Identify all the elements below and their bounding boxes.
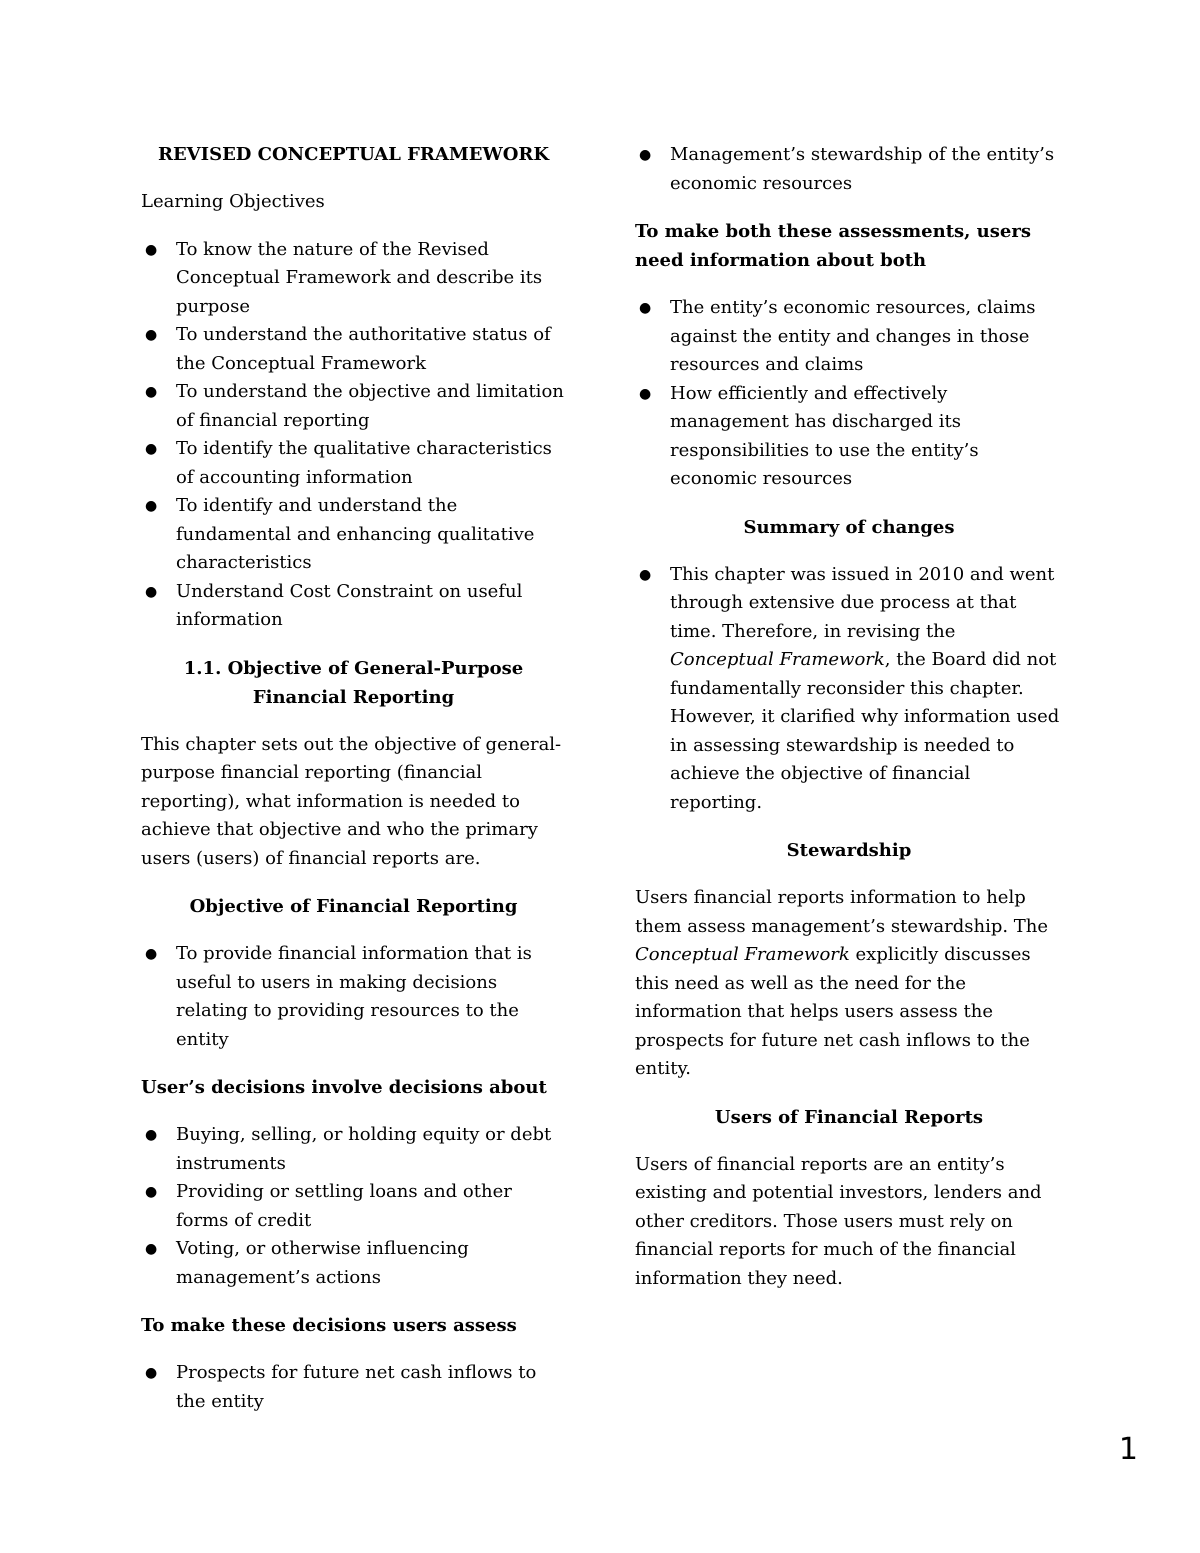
assess-list-continued [635,141,1063,198]
list-item: ● Prospects for future net cash inflows to the entity [141,1359,566,1416]
list-item: ● Management’s stewardship of the entity’s economic resources [635,141,1063,198]
page-title: REVISED CONCEPTUAL FRAMEWORK [158,144,549,165]
list-item: ● Understand Cost Constraint on useful information [141,578,566,635]
left-column [141,141,566,1435]
summary-list [635,561,1063,818]
summary-heading: Summary of changes [743,516,955,538]
list-item: ● To understand the objective and limitation of financial reporting [141,378,566,435]
list-item: ● The entity’s economic resources, claims against the entity and changes in those resources and claims [635,294,1063,380]
users-heading: Users of Financial Reports [714,1106,984,1128]
bullet-icon: ● [145,1241,158,1257]
bullet-icon: ● [145,583,158,600]
section-1-paragraph: This chapter sets out the objective of general-purpose financial reporting (financial reporting), what information is needed to achieve that objective and who the primary users (users) of financial reports are. [141,733,562,869]
bullet-icon: ● [145,946,158,962]
right-column [635,141,1063,1312]
page-number: 1 [1118,1432,1138,1467]
both-list [635,294,1063,494]
list-item: ● How efficiently and effectively management has discharged its responsibilities to use the entity’s economic resources [635,380,1063,494]
learning-objectives-list [141,236,566,635]
bullet-icon: ● [639,385,652,402]
learning-objectives-label: Learning Objectives [141,191,325,212]
list-item: ● Providing or settling loans and other forms of credit [141,1178,566,1235]
assess-list [141,1359,566,1416]
assess-heading: To make these decisions users assess [141,1315,517,1336]
bullet-icon: ● [145,327,158,343]
bullet-icon: ● [145,441,158,457]
bullet-icon: ● [639,147,652,163]
bullet-icon: ● [145,1127,158,1143]
objective-list [141,940,566,1054]
bullet-icon: ● [639,300,652,316]
list-item: ● To know the nature of the Revised Conceptual Framework and describe its purpose [141,236,566,322]
stewardship-heading: Stewardship [786,840,912,861]
bullet-icon: ● [145,1365,158,1381]
bullet-icon: ● [639,566,652,583]
bullet-icon: ● [145,241,158,258]
list-item: ● This chapter was issued in 2010 and went through extensive due process at that time. Therefore, in revising the Conceptual Framework, the Board did not fundamentally reconsider this chapter. However, it clarified why information used in assessing stewardship is needed to achieve the objective of financial reporting. [635,561,1063,818]
list-item: ● To identify and understand the fundamental and enhancing qualitative characteristics [141,492,566,578]
list-item: ● To identify the qualitative characteristics of accounting information [141,435,566,492]
stewardship-paragraph: Users financial reports information to help them assess management’s stewardship. The Conceptual Framework explicitly discusses this need as well as the need for the information that helps users assess the prospects for future net cash inflows to the entity. [635,887,1049,1079]
list-item: ● To understand the authoritative status of the Conceptual Framework [141,321,566,378]
bullet-icon: ● [145,384,158,400]
bullet-icon: ● [145,1184,158,1200]
section-1-heading: 1.1. Objective of General-Purpose Financial Reporting [183,657,524,708]
user-decisions-heading: User’s decisions involve decisions about [141,1077,547,1098]
list-item: ● Buying, selling, or holding equity or debt instruments [141,1121,566,1178]
list-item: ● Voting, or otherwise influencing management’s actions [141,1235,566,1292]
users-paragraph: Users of financial reports are an entity’s existing and potential investors, lenders and other creditors. Those users must rely on financial reports for much of the financial information they need. [635,1153,1042,1289]
objective-heading: Objective of Financial Reporting [189,896,518,917]
list-item: ● To provide financial information that is useful to users in making decisions relating to providing resources to the entity [141,940,566,1054]
user-decisions-list [141,1121,566,1292]
bullet-icon: ● [145,498,158,514]
both-heading: To make both these assessments, users need information about both [635,221,1031,271]
